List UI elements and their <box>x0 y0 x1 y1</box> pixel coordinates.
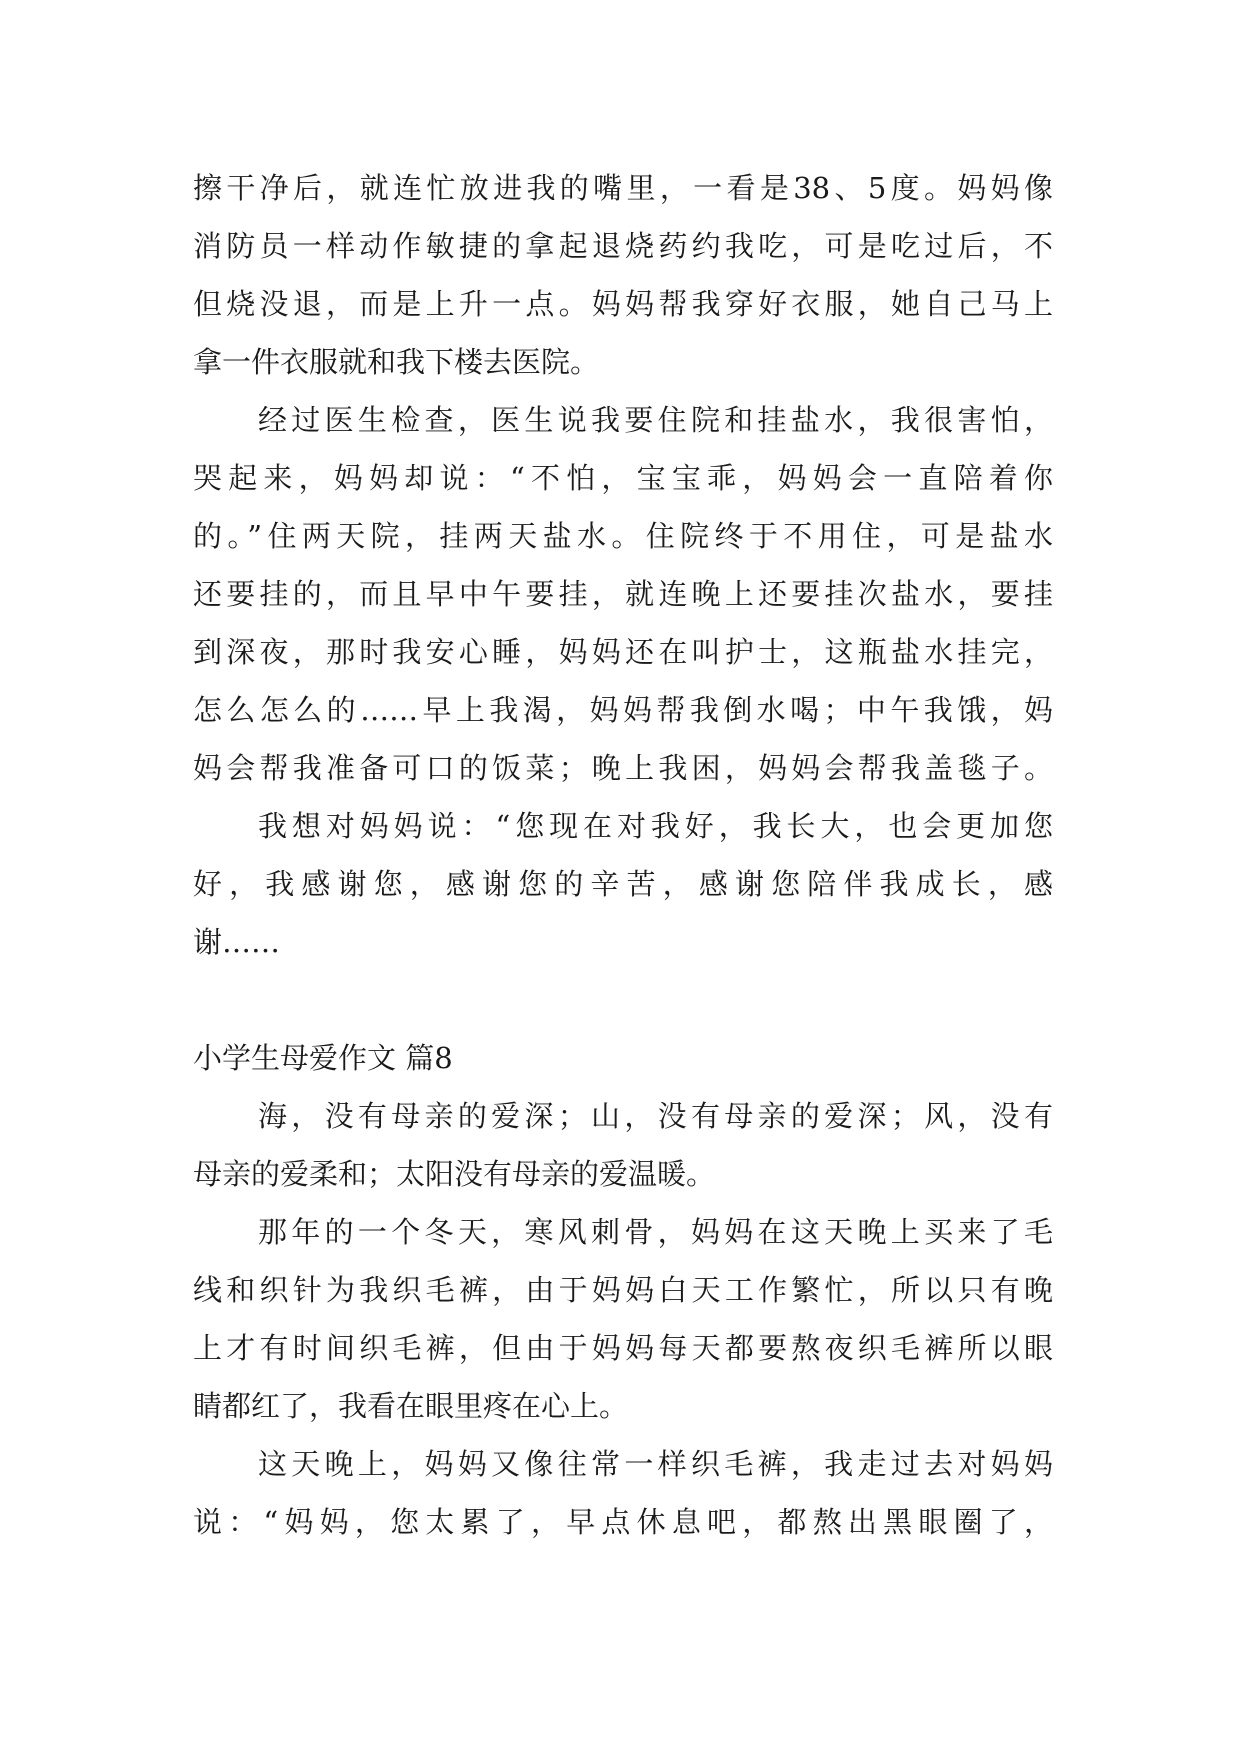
text-line: 妈会帮我准备可口的饭菜；晚上我困，妈妈会帮我盖毯子。 <box>193 751 1053 785</box>
text-line: 说：“妈妈，您太累了，早点休息吧，都熬出黑眼圈了， <box>193 1505 1053 1539</box>
text-line: 到深夜，那时我安心睡，妈妈还在叫护士，这瓶盐水挂完， <box>193 635 1053 669</box>
paragraph-first-line: 我想对妈妈说：“您现在对我好，我长大，也会更加您 <box>258 809 1053 843</box>
paragraph-first-line: 海，没有母亲的爱深；山，没有母亲的爱深；风，没有 <box>258 1099 1053 1133</box>
section-heading: 小学生母爱作文 篇8 <box>193 1041 453 1075</box>
text-line: 线和织针为我织毛裤，由于妈妈白天工作繁忙，所以只有晚 <box>193 1273 1053 1307</box>
paragraph-first-line: 这天晚上，妈妈又像往常一样织毛裤，我走过去对妈妈 <box>258 1447 1053 1481</box>
text-line: 消防员一样动作敏捷的拿起退烧药约我吃，可是吃过后，不 <box>193 229 1053 263</box>
text-line: 怎么怎么的……早上我渴，妈妈帮我倒水喝；中午我饿，妈 <box>193 693 1053 727</box>
text-line: 睛都红了，我看在眼里疼在心上。 <box>193 1389 629 1423</box>
text-line: 上才有时间织毛裤，但由于妈妈每天都要熬夜织毛裤所以眼 <box>193 1331 1053 1365</box>
text-line: 哭起来，妈妈却说：“不怕，宝宝乖，妈妈会一直陪着你 <box>193 461 1053 495</box>
paragraph-first-line: 那年的一个冬天，寒风刺骨，妈妈在这天晚上买来了毛 <box>258 1215 1053 1249</box>
text-line: 好，我感谢您，感谢您的辛苦，感谢您陪伴我成长，感 <box>193 867 1053 901</box>
text-line: 拿一件衣服就和我下楼去医院。 <box>193 345 600 379</box>
text-line: 谢…… <box>193 925 281 959</box>
paragraph-first-line: 经过医生检查，医生说我要住院和挂盐水，我很害怕， <box>258 403 1053 437</box>
text-line: 的。”住两天院，挂两天盐水。住院终于不用住，可是盐水 <box>193 519 1053 553</box>
text-line: 还要挂的，而且早中午要挂，就连晚上还要挂次盐水，要挂 <box>193 577 1053 611</box>
text-line: 母亲的爱柔和；太阳没有母亲的爱温暖。 <box>193 1157 716 1191</box>
text-line: 擦干净后，就连忙放进我的嘴里，一看是38、5度。妈妈像 <box>193 171 1053 205</box>
text-line: 但烧没退，而是上升一点。妈妈帮我穿好衣服，她自己马上 <box>193 287 1053 321</box>
